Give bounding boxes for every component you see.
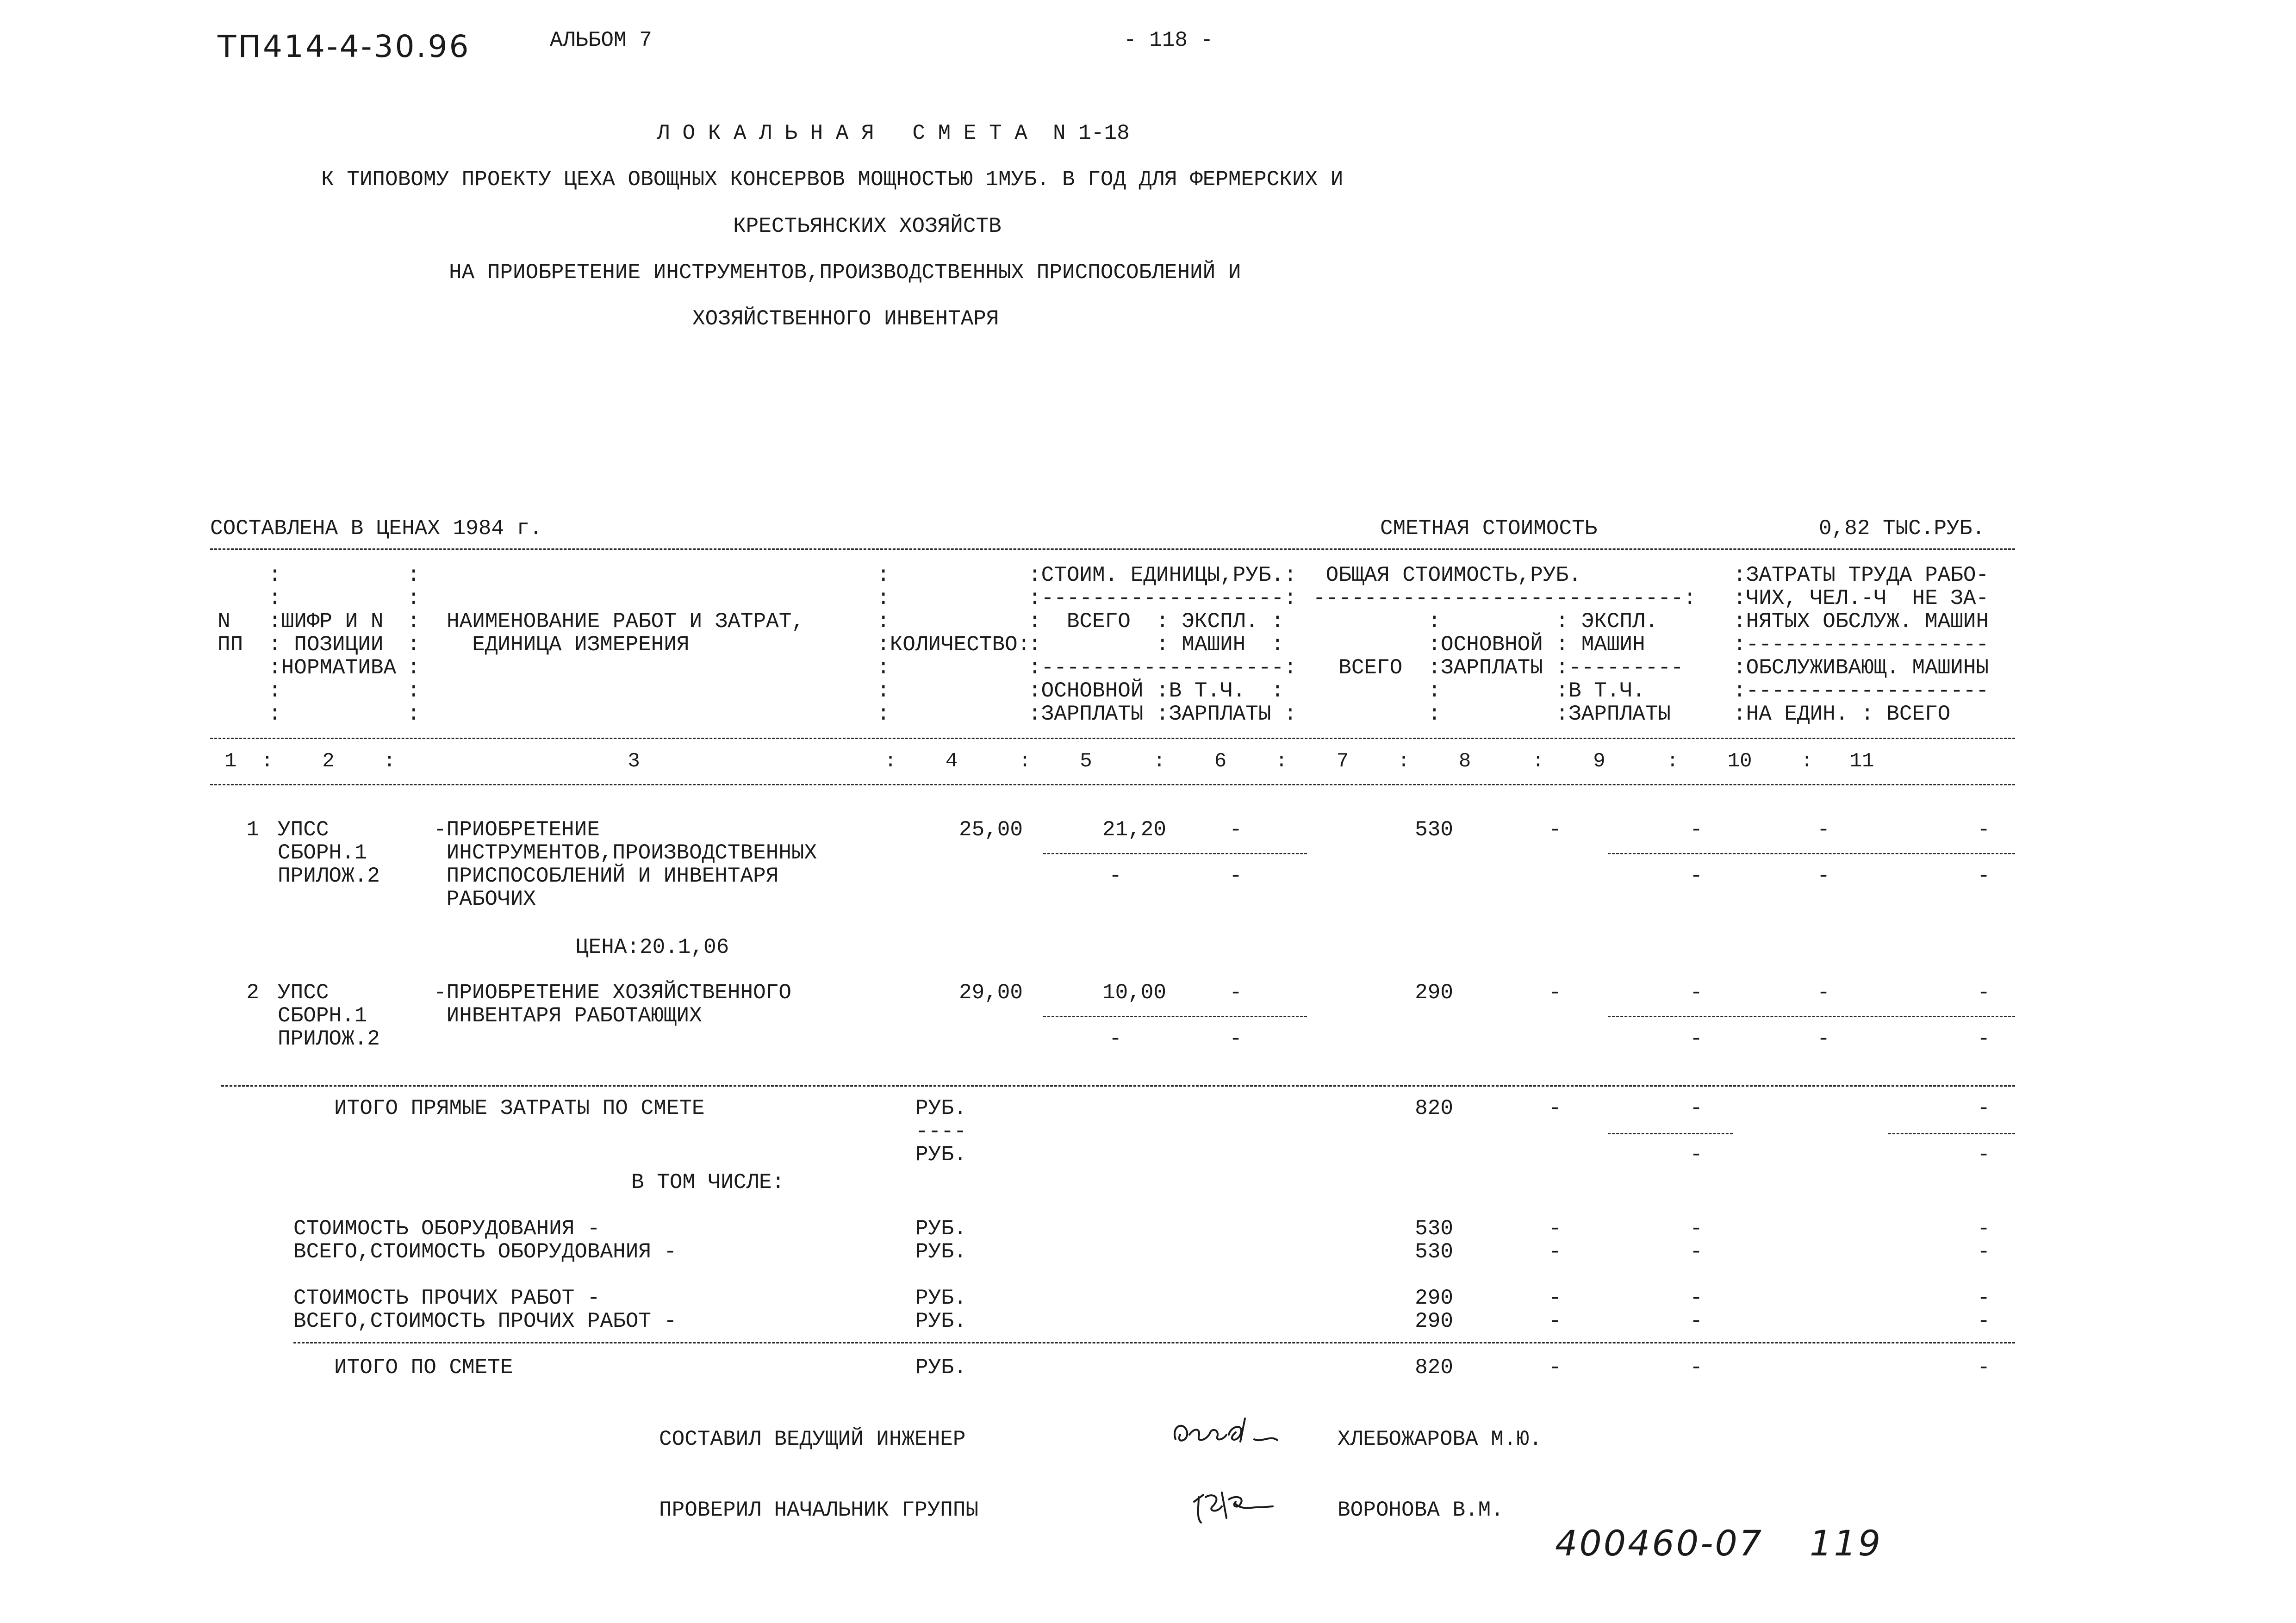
equipment-cost-labor: -: [1977, 1217, 1990, 1241]
row-1-unit-base: -: [1109, 864, 1122, 888]
equipment-total-base: -: [1549, 1240, 1562, 1264]
row-2-unit-base: -: [1109, 1027, 1122, 1051]
row-1-labor-total-2: -: [1977, 864, 1990, 888]
title-line-3: КРЕСТЬЯНСКИХ ХОЗЯЙСТВ: [733, 214, 1002, 238]
checked-by-label: ПРОВЕРИЛ НАЧАЛЬНИК ГРУППЫ: [659, 1498, 979, 1522]
row-2-total: 290: [1415, 981, 1453, 1005]
equipment-total-unit: РУБ.: [915, 1240, 967, 1264]
direct-costs-labor-rule: [1888, 1133, 2015, 1134]
direct-costs-machines-2: -: [1690, 1143, 1703, 1167]
col-labor-header: :ЗАТРАТЫ ТРУДА РАБО- :ЧИХ, ЧЕЛ.-Ч НЕ ЗА- :НЯТЫХ ОБСЛУЖ. МАШИН :------------------- :ОБСЛУЖИВАЮЩ. МАШИНЫ :------------------- :НА ЕДИН. : ВСЕГО: [1733, 563, 1989, 726]
col-code-header: : : :ШИФР И N : ПОЗИЦИИ :НОРМАТИВА : :: [268, 563, 397, 726]
col-unit-cost-header: :СТОИМ. ЕДИНИЦЫ,РУБ.: :-------------------: : ВСЕГО : ЭКСПЛ. : : : МАШИН : :-------------------: :ОСНОВНОЙ :В Т.Ч. : :ЗАРПЛАТЫ :ЗАРПЛАТЫ :: [1028, 563, 1297, 726]
sheet-number: 119: [1810, 1523, 1883, 1564]
other-works-cost-machines: -: [1690, 1286, 1703, 1310]
row-1-unit-rule: [1043, 853, 1307, 854]
row-1-labor-total: -: [1977, 818, 1990, 842]
row-1-base: -: [1549, 818, 1562, 842]
direct-costs-machines-rule: [1608, 1133, 1733, 1134]
row-1-labor-unit-2: -: [1817, 864, 1830, 888]
direct-costs-machines: -: [1690, 1096, 1703, 1120]
direct-costs-labor: -: [1977, 1096, 1990, 1120]
header-rule: [210, 738, 2015, 739]
row-1-machines-incl: -: [1690, 864, 1703, 888]
row-1-code: УПСС СБОРН.1 ПРИЛОЖ.2: [278, 818, 380, 888]
checker-signature: [1185, 1479, 1296, 1530]
cost-label: СМЕТНАЯ СТОИМОСТЬ: [1380, 516, 1598, 541]
row-1-name: -ПРИОБРЕТЕНИЕ ИНСТРУМЕНТОВ,ПРОИЗВОДСТВЕННЫХ ПРИСПОСОБЛЕНИЙ И ИНВЕНТАРЯ РАБОЧИХ: [434, 818, 817, 911]
row-1-machines: -: [1690, 818, 1703, 842]
col-number-header: N ПП: [218, 609, 243, 657]
final-total-value: 820: [1415, 1356, 1453, 1380]
row-2-quantity: 29,00: [958, 981, 1023, 1005]
row-1-right-rule: [1608, 853, 2015, 854]
row-1-total: 530: [1415, 818, 1453, 842]
album-label: АЛЬБОМ 7: [550, 28, 652, 52]
compiler-signature: [1166, 1407, 1296, 1458]
direct-costs-labor-2: -: [1977, 1143, 1990, 1167]
equipment-cost-base: -: [1549, 1217, 1562, 1241]
title-line-2: К ТИПОВОМУ ПРОЕКТУ ЦЕХА ОВОЩНЫХ КОНСЕРВОВ МОЩНОСТЬЮ 1МУБ. В ГОД ДЛЯ ФЕРМЕРСКИХ И: [321, 168, 1344, 192]
col-quantity-header: : : : :КОЛИЧЕСТВО: : : :: [877, 563, 1031, 726]
row-2-machines-incl: -: [1690, 1027, 1703, 1051]
row-1-unit-total: 21,20: [1102, 818, 1166, 842]
col-name-separators: : : : : : : :: [407, 563, 420, 726]
other-works-total-labor: -: [1977, 1309, 1990, 1333]
column-numbers: 1 : 2 : 3 : 4 : 5 : 6 : 7 : 8 : 9 : 10 : 11: [224, 750, 1874, 773]
final-total-unit: РУБ.: [915, 1356, 967, 1380]
equipment-total-labor: -: [1977, 1240, 1990, 1264]
row-2-labor-unit-2: -: [1817, 1027, 1830, 1051]
row-2-base: -: [1549, 981, 1562, 1005]
equipment-cost-label: СТОИМОСТЬ ОБОРУДОВАНИЯ -: [293, 1217, 600, 1241]
checked-by-name: ВОРОНОВА В.М.: [1338, 1498, 1504, 1522]
final-rule: [293, 1342, 2015, 1343]
final-total-label: ИТОГО ПО СМЕТЕ: [334, 1356, 513, 1380]
title-line-4: НА ПРИОБРЕТЕНИЕ ИНСТРУМЕНТОВ,ПРОИЗВОДСТВЕННЫХ ПРИСПОСОБЛЕНИЙ И: [449, 261, 1241, 285]
row-2-unit-total: 10,00: [1102, 981, 1166, 1005]
compiled-by-label: СОСТАВИЛ ВЕДУЩИЙ ИНЖЕНЕР: [659, 1427, 966, 1451]
col-total-cost-header: ОБЩАЯ СТОИМОСТЬ,РУБ. -----------------------------: : : ЭКСПЛ. :ОСНОВНОЙ : МАШИН ВСЕГО :ЗАРПЛАТЫ :--------- : :В Т.Ч. : :ЗАРПЛАТЫ: [1313, 563, 1697, 726]
row-1-number: 1: [246, 818, 259, 842]
equipment-total-machines: -: [1690, 1240, 1703, 1264]
equipment-cost-machines: -: [1690, 1217, 1703, 1241]
direct-costs-label: ИТОГО ПРЯМЫЕ ЗАТРАТЫ ПО СМЕТЕ: [334, 1096, 705, 1120]
prices-year: СОСТАВЛЕНА В ЦЕНАХ 1984 г.: [210, 516, 542, 541]
row-1-labor-unit: -: [1817, 818, 1830, 842]
other-works-total-value: 290: [1415, 1309, 1453, 1333]
page-number: - 118 -: [1124, 28, 1213, 52]
other-works-cost-total: 290: [1415, 1286, 1453, 1310]
other-works-total-unit: РУБ.: [915, 1309, 967, 1333]
cost-value: 0,82 ТЫС.РУБ.: [1819, 516, 1985, 541]
other-works-cost-base: -: [1549, 1286, 1562, 1310]
row-1-price: ЦЕНА:20.1,06: [576, 935, 729, 959]
row-2-machines: -: [1690, 981, 1703, 1005]
row-2-unit-incl: -: [1229, 1027, 1242, 1051]
row-2-unit-rule: [1043, 1016, 1307, 1017]
other-works-total-base: -: [1549, 1309, 1562, 1333]
row-2-code: УПСС СБОРН.1 ПРИЛОЖ.2: [278, 981, 380, 1051]
row-2-right-rule: [1608, 1016, 2015, 1017]
other-works-cost-unit: РУБ.: [915, 1286, 967, 1310]
final-total-labor: -: [1977, 1356, 1990, 1380]
other-works-cost-labor: -: [1977, 1286, 1990, 1310]
other-works-cost-label: СТОИМОСТЬ ПРОЧИХ РАБОТ -: [293, 1286, 600, 1310]
col-name-header: НАИМЕНОВАНИЕ РАБОТ И ЗАТРАТ, ЕДИНИЦА ИЗМЕРЕНИЯ: [447, 609, 804, 657]
document-title: Л О К А Л Ь Н А Я С М Е Т А N 1-18: [657, 121, 1130, 145]
table-top-rule: [210, 548, 2015, 550]
title-line-5: ХОЗЯЙСТВЕННОГО ИНВЕНТАРЯ: [692, 307, 999, 331]
rows-bottom-rule: [221, 1085, 2015, 1087]
equipment-cost-total: 530: [1415, 1217, 1453, 1241]
row-2-labor-unit: -: [1817, 981, 1830, 1005]
project-code: ТП414-4-30.96: [218, 29, 471, 64]
equipment-total-label: ВСЕГО,СТОИМОСТЬ ОБОРУДОВАНИЯ -: [293, 1240, 677, 1264]
direct-costs-total: 820: [1415, 1096, 1453, 1120]
row-2-name: -ПРИОБРЕТЕНИЕ ХОЗЯЙСТВЕННОГО ИНВЕНТАРЯ РАБОТАЮЩИХ: [434, 981, 791, 1028]
equipment-total-value: 530: [1415, 1240, 1453, 1264]
other-works-total-label: ВСЕГО,СТОИМОСТЬ ПРОЧИХ РАБОТ -: [293, 1309, 677, 1333]
compiled-by-name: ХЛЕБОЖАРОВА М.Ю.: [1338, 1427, 1542, 1451]
equipment-cost-unit: РУБ.: [915, 1217, 967, 1241]
final-total-base: -: [1549, 1356, 1562, 1380]
row-1-quantity: 25,00: [958, 818, 1023, 842]
including-label: В ТОМ ЧИСЛЕ:: [631, 1170, 785, 1194]
row-1-unit-machines: -: [1229, 818, 1242, 842]
final-total-machines: -: [1690, 1356, 1703, 1380]
row-2-labor-total-2: -: [1977, 1027, 1990, 1051]
row-2-number: 2: [246, 981, 259, 1005]
row-2-labor-total: -: [1977, 981, 1990, 1005]
inventory-stamp: 400460-07: [1555, 1523, 1764, 1564]
other-works-total-machines: -: [1690, 1309, 1703, 1333]
direct-costs-unit: РУБ. ---- РУБ.: [915, 1096, 967, 1167]
direct-costs-base: -: [1549, 1096, 1562, 1120]
row-2-unit-machines: -: [1229, 981, 1242, 1005]
column-numbers-rule: [210, 784, 2015, 785]
row-1-unit-incl: -: [1229, 864, 1242, 888]
